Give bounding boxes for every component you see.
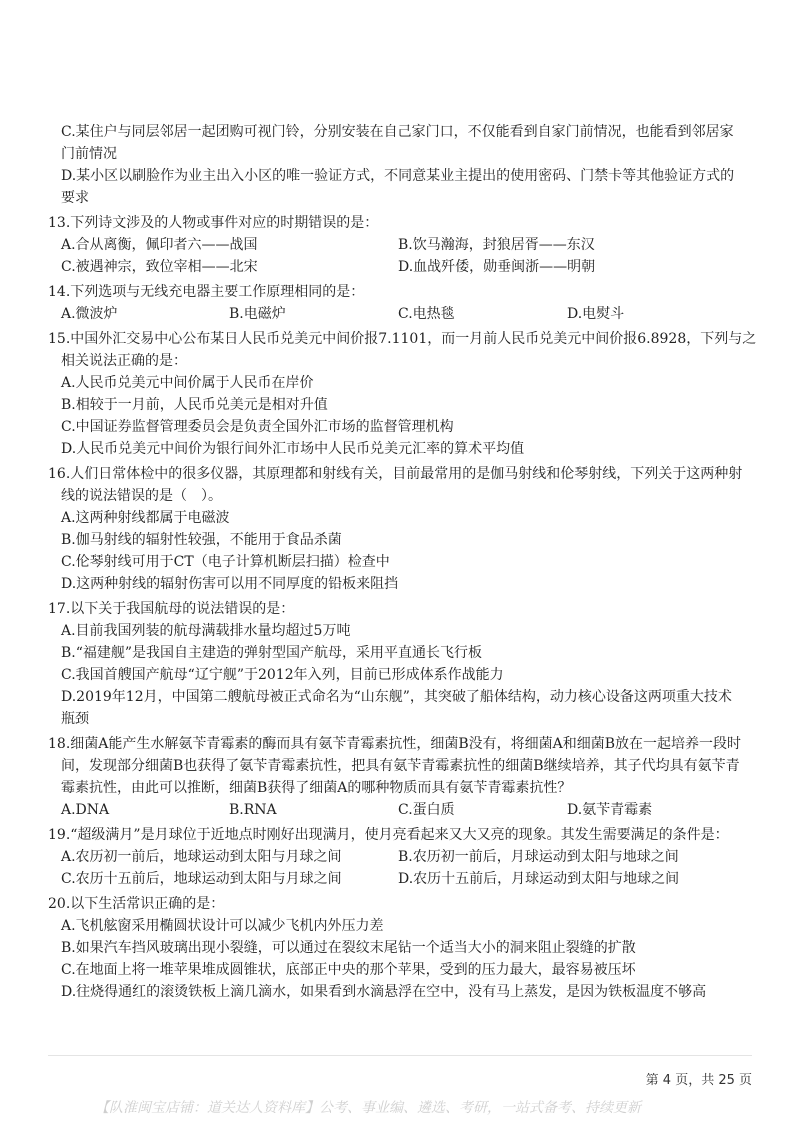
q14-stem: 14.下列选项与无线充电器主要工作原理相同的是：: [48, 284, 365, 300]
q19-option-b: B.农历初一前后，月球运动到太阳与地球之间: [398, 849, 679, 865]
q18-option-c: C.蛋白质: [398, 802, 455, 818]
q20-option-c: C.在地面上将一堆苹果堆成圆锥状，底部正中央的那个苹果，受到的压力最大，最容易被压坏: [61, 962, 636, 978]
q19-option-d: D.农历十五前后，月球运动到太阳与地球之间: [398, 871, 680, 887]
q18-option-b: B.RNA: [229, 802, 277, 818]
q12-option-d-line1: D.某小区以刷脸作为业主出入小区的唯一验证方式，不同意某业主提出的使用密码、门禁卡等其他验证方式的: [61, 168, 735, 184]
q18-option-a: A.DNA: [61, 802, 110, 818]
q15-stem-line1: 15.中国外汇交易中心公布某日人民币兑美元中间价报7.1101，而一月前人民币兑美元中间价报6.8928，下列与之: [48, 331, 757, 347]
page-indicator: 第 4 页，共 25 页: [645, 1073, 752, 1088]
q20-option-d: D.往烧得通红的滚烫铁板上滴几滴水，如果看到水滴悬浮在空中，没有马上蒸发，是因为铁板温度不够高: [61, 984, 707, 1000]
watermark-text: 【队淮闽宝店铺：道关达人资料库】公考、事业编、遴选、考研，一站式备考、持续更新: [95, 1100, 641, 1116]
q16-option-a: A.这两种射线都属于电磁波: [61, 510, 230, 526]
q14-option-a: A.微波炉: [61, 306, 118, 322]
q19-stem: 19.“超级满月”是月球位于近地点时刚好出现满月，使月亮看起来又大又亮的现象。其发生需要满足的条件是：: [48, 827, 729, 843]
q13-option-d: D.血战歼倭，勋垂闽浙——明朝: [398, 259, 596, 275]
q12-option-c-line1: C.某住户与同层邻居一起团购可视门铃，分别安装在自己家门口，不仅能看到自家门前情况，也能看到邻居家: [61, 124, 734, 140]
q16-option-c: C.伦琴射线可用于CT（电子计算机断层扫描）检查中: [61, 554, 390, 570]
q15-stem-line2: 相关说法正确的是：: [61, 353, 187, 369]
q16-option-d: D.这两种射线的辐射伤害可以用不同厚度的铅板来阻挡: [61, 576, 399, 592]
q19-option-c: C.农历十五前后，地球运动到太阳与月球之间: [61, 871, 342, 887]
q13-stem: 13.下列诗文涉及的人物或事件对应的时期错误的是：: [48, 215, 379, 231]
q15-option-a: A.人民币兑美元中间价属于人民币在岸价: [61, 375, 314, 391]
q13-option-a: A.合从离衡，佩印者六——战国: [61, 237, 258, 253]
q17-stem: 17.以下关于我国航母的说法错误的是：: [48, 601, 295, 617]
q14-option-b: B.电磁炉: [229, 306, 286, 322]
q13-option-b: B.饮马瀚海，封狼居胥——东汉: [398, 237, 595, 253]
q18-stem-line2: 间，发现部分细菌B也获得了氨苄青霉素抗性，把具有氨苄青霉素抗性的细菌B继续培养，其子代均具有氨苄青: [61, 758, 740, 774]
footer-divider: [48, 1055, 752, 1056]
q12-option-c-line2: 门前情况: [61, 146, 117, 162]
q16-stem-line2: 线的说法错误的是（ ）。: [61, 488, 222, 504]
q18-stem-line3: 霉素抗性，由此可以推断，细菌B获得了细菌A的哪种物质而具有氨苄青霉素抗性？: [61, 780, 572, 796]
q20-option-b: B.如果汽车挡风玻璃出现小裂缝，可以通过在裂纹末尾钻一个适当大小的洞来阻止裂缝的扩散: [61, 940, 636, 956]
q15-option-c: C.中国证券监督管理委员会是负责全国外汇市场的监督管理机构: [61, 419, 454, 435]
q17-option-c: C.我国首艘国产航母“辽宁舰”于2012年入列，目前已形成体系作战能力: [61, 667, 504, 683]
q18-stem-line1: 18.细菌A能产生水解氨苄青霉素的酶而具有氨苄青霉素抗性，细菌B没有，将细菌A和细菌B放在一起培养一段时: [48, 736, 742, 752]
q16-option-b: B.伽马射线的辐射性较强，不能用于食品杀菌: [61, 532, 342, 548]
q20-option-a: A.飞机舷窗采用椭圆状设计可以减少飞机内外压力差: [61, 918, 384, 934]
q14-option-c: C.电热毯: [398, 306, 455, 322]
q15-option-b: B.相较于一月前，人民币兑美元是相对升值: [61, 397, 328, 413]
q15-option-d: D.人民币兑美元中间价为银行间外汇市场中人民币兑美元汇率的算术平均值: [61, 441, 525, 457]
q17-option-b: B.“福建舰”是我国自主建造的弹射型国产航母，采用平直通长飞行板: [61, 645, 483, 661]
q14-option-d: D.电熨斗: [567, 306, 625, 322]
q18-option-d: D.氨苄青霉素: [567, 802, 653, 818]
q13-option-c: C.被遇神宗，致位宰相——北宋: [61, 259, 258, 275]
q17-option-d-line1: D.2019年12月，中国第二艘航母被正式命名为“山东舰”，其突破了船体结构，动力核心设备这两项重大技术: [61, 689, 732, 705]
q16-stem-line1: 16.人们日常体检中的很多仪器，其原理都和射线有关，目前最常用的是伽马射线和伦琴射线，下列关于这两种射: [48, 466, 743, 482]
q20-stem: 20.以下生活常识正确的是：: [48, 896, 225, 912]
q17-option-a: A.目前我国列装的航母满载排水量均超过5万吨: [61, 623, 351, 639]
q19-option-a: A.农历初一前后，地球运动到太阳与月球之间: [61, 849, 342, 865]
q12-option-d-line2: 要求: [61, 190, 89, 206]
q17-option-d-line2: 瓶颈: [61, 711, 89, 727]
